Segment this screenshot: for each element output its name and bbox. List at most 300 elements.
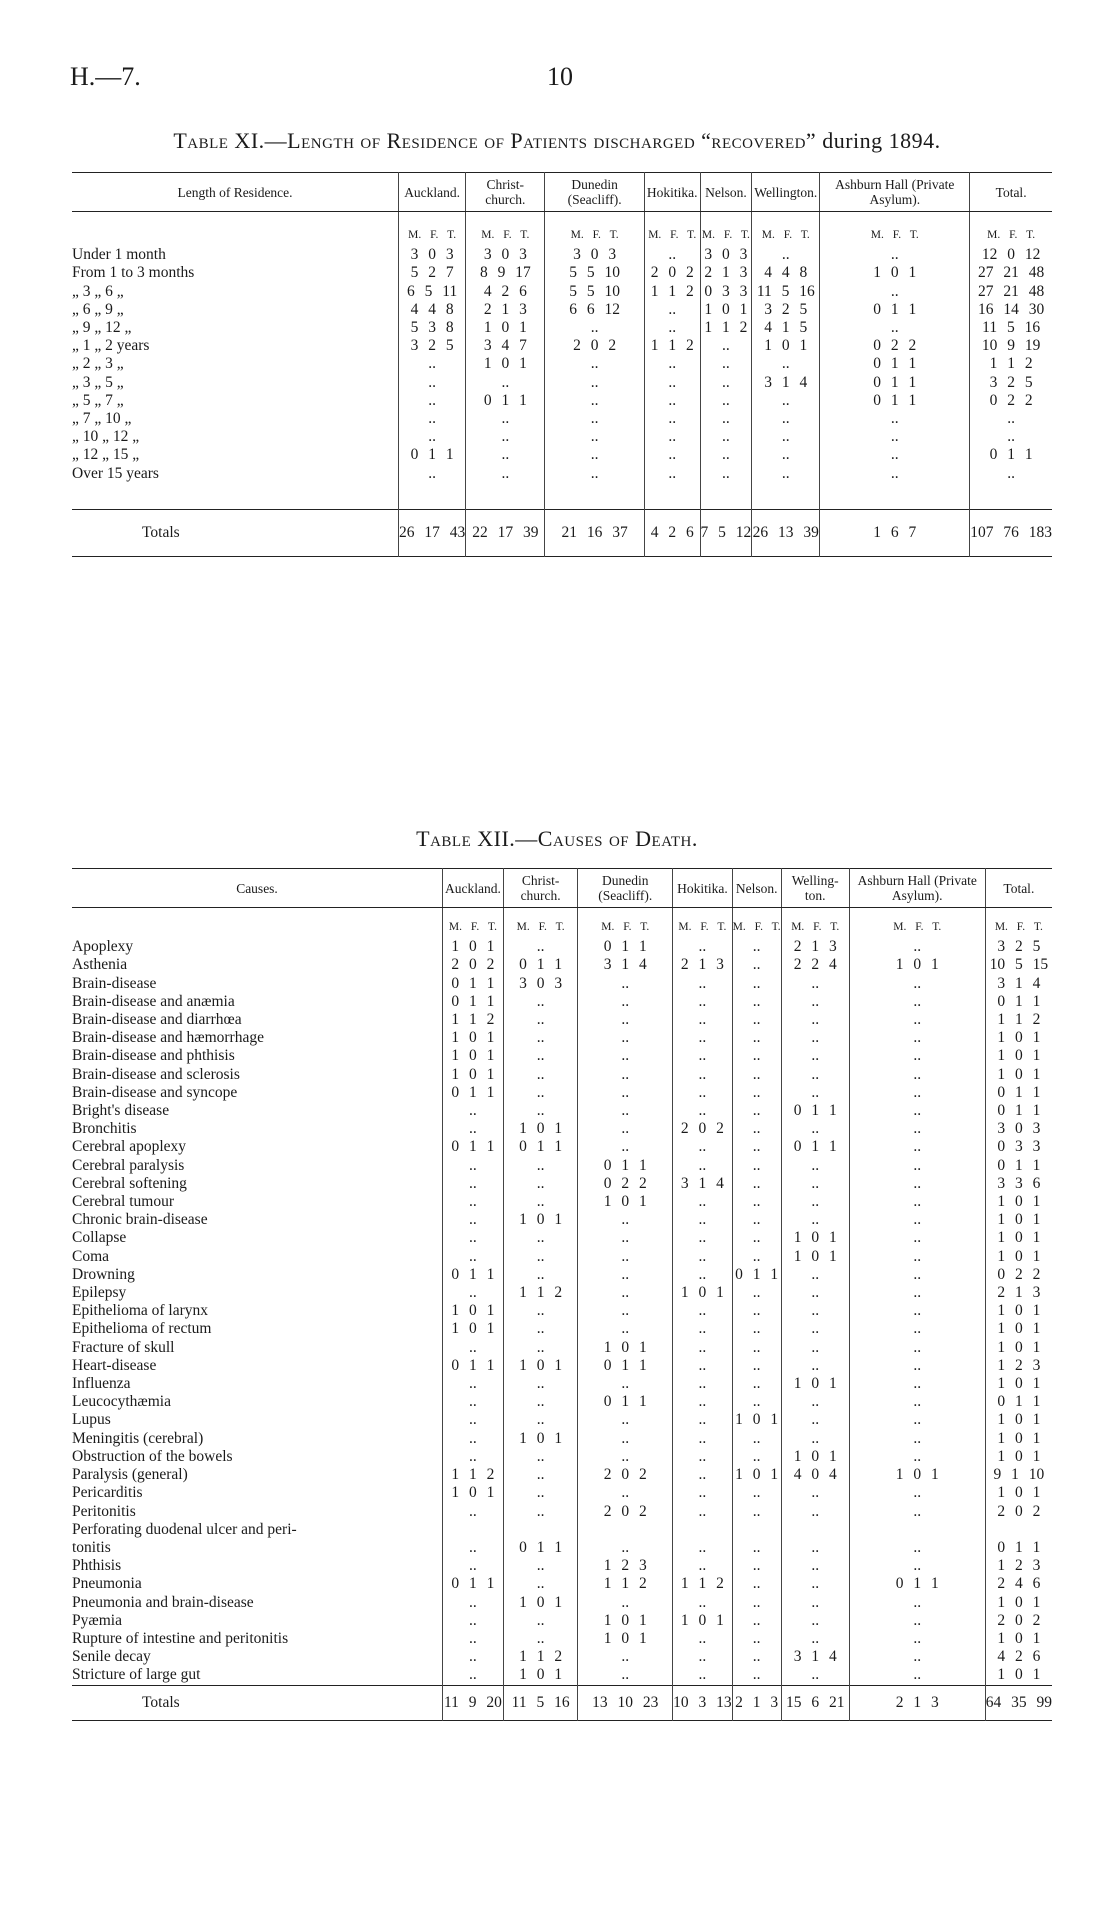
row-value: ..: [781, 1302, 849, 1320]
row-value: 27 21 48: [970, 264, 1052, 282]
table-row: [72, 1557, 1052, 1575]
table-row: [72, 1357, 1052, 1375]
table11-mft-label: M. F. T.: [970, 212, 1052, 247]
row-value: 1 0 1: [673, 1612, 733, 1630]
row-value: ..: [849, 1229, 985, 1247]
table-row: [72, 1393, 1052, 1411]
row-value: ..: [673, 1193, 733, 1211]
row-value: ..: [732, 1193, 781, 1211]
row-label: Heart-disease: [72, 1356, 157, 1374]
table11-spacer: [700, 483, 752, 510]
row-value: ..: [578, 1594, 673, 1612]
table-row: [72, 1266, 1052, 1284]
row-value: ..: [732, 1102, 781, 1120]
row-label: Brain-disease and hæmorrhage: [72, 1029, 264, 1047]
totals-value: 13 10 23: [578, 1685, 673, 1720]
row-value: ..: [752, 465, 820, 483]
row-value: 1 0 1: [985, 1193, 1052, 1211]
row-value: ..: [781, 1557, 849, 1575]
table-row: [72, 1411, 1052, 1429]
row-value: ..: [849, 1066, 985, 1084]
row-value: 3 1 4: [781, 1648, 849, 1666]
table-row: [72, 337, 1052, 355]
table11-spacer: [644, 483, 700, 510]
table12-title-prefix: Table XII.: [416, 826, 516, 851]
row-value: ..: [578, 1011, 673, 1029]
totals-value: 4 2 6: [644, 509, 700, 556]
row-value: ..: [820, 319, 970, 337]
row-value: ..: [443, 1503, 504, 1521]
row-value: 1 0 1: [985, 1411, 1052, 1429]
table-row: [72, 428, 1052, 446]
row-value: ..: [578, 1539, 673, 1557]
table11-header-col: Dunedin (Seacliff).: [545, 173, 645, 212]
row-value: ..: [849, 975, 985, 993]
row-value: ..: [503, 1248, 578, 1266]
row-value: 1 0 1: [781, 1375, 849, 1393]
row-value: ..: [849, 1393, 985, 1411]
row-value: ..: [503, 1084, 578, 1102]
row-value: 2 1 3: [673, 956, 733, 974]
table12-header-row: [72, 869, 1052, 908]
row-label: Brain-disease: [72, 974, 157, 992]
row-value: ..: [700, 410, 752, 428]
row-label: „ 7 „ 10 „: [72, 410, 132, 428]
row-label: Pyæmia: [72, 1611, 122, 1629]
row-value: ..: [781, 1430, 849, 1448]
table11-title-main: —Length of Residence of Patients discharged “recovered”: [264, 128, 817, 153]
row-value: ..: [443, 1229, 504, 1247]
table-row: [72, 465, 1052, 483]
table11-header-col: Hokitika.: [644, 173, 700, 212]
row-value: ..: [849, 1320, 985, 1338]
row-value: 27 21 48: [970, 283, 1052, 301]
totals-value: 1 6 7: [820, 509, 970, 556]
row-label: Over 15 years: [72, 464, 159, 482]
row-value: ..: [673, 1357, 733, 1375]
row-value: ..: [644, 465, 700, 483]
table-row: [72, 1339, 1052, 1357]
row-value: ..: [503, 993, 578, 1011]
table12-header-col: Dunedin (Seacliff).: [578, 869, 673, 908]
row-value: ..: [443, 1393, 504, 1411]
row-value: 0 1 1: [578, 1357, 673, 1375]
row-value: 4 4 8: [399, 301, 466, 319]
row-value: ..: [732, 1175, 781, 1193]
row-value: 0 1 1: [849, 1575, 985, 1593]
table11-title-suffix: during 1894.: [816, 128, 941, 153]
row-value: ..: [849, 1211, 985, 1229]
row-value: ..: [644, 355, 700, 373]
table-row: [72, 1029, 1052, 1047]
row-value: 3 2 5: [970, 374, 1052, 392]
row-value: ..: [503, 1157, 578, 1175]
row-value: ..: [503, 1575, 578, 1593]
row-label: Epithelioma of rectum: [72, 1320, 212, 1338]
row-value: ..: [700, 392, 752, 410]
row-value: ..: [443, 1539, 504, 1557]
table11-header-row: [72, 173, 1052, 212]
row-value: ..: [732, 1448, 781, 1466]
row-value: ..: [578, 1320, 673, 1338]
row-value: ..: [849, 1484, 985, 1502]
row-value: ..: [732, 938, 781, 956]
row-value: ..: [732, 1393, 781, 1411]
row-value: 5 2 7: [399, 264, 466, 282]
row-value: ..: [399, 428, 466, 446]
row-value: 0 1 1: [820, 374, 970, 392]
row-value: 1 0 1: [985, 1320, 1052, 1338]
row-value: ..: [673, 1630, 733, 1648]
row-value: ..: [545, 374, 645, 392]
table12-mft-label: M. F. T.: [985, 908, 1052, 939]
row-value: 2 0 2: [985, 1503, 1052, 1521]
row-value: ..: [673, 975, 733, 993]
row-value: 1 1 2: [443, 1011, 504, 1029]
table-row: [72, 1066, 1052, 1084]
row-value: 1 0 1: [443, 938, 504, 956]
page-number: 10: [547, 62, 573, 91]
row-value: 1 0 1: [503, 1120, 578, 1138]
row-value: ..: [732, 1302, 781, 1320]
row-value: ..: [849, 1284, 985, 1302]
row-value: ..: [673, 1302, 733, 1320]
row-value: 0 1 1: [503, 1138, 578, 1156]
table-row: [72, 975, 1052, 993]
table-row: [72, 1503, 1052, 1521]
table-row: [72, 283, 1052, 301]
table-row: [72, 1630, 1052, 1648]
row-value: 1 0 1: [820, 264, 970, 282]
table-row: [72, 1084, 1052, 1102]
row-label: Brain-disease and diarrhœa: [72, 1011, 242, 1029]
row-value: ..: [673, 1011, 733, 1029]
table12-header-col: Ashburn Hall (Private Asylum).: [849, 869, 985, 908]
row-value: 1 0 1: [985, 1594, 1052, 1612]
row-value: ..: [673, 993, 733, 1011]
row-value: 3 2 5: [752, 301, 820, 319]
row-value: 1 0 1: [578, 1612, 673, 1630]
row-value: ..: [399, 355, 466, 373]
row-value: ..: [752, 246, 820, 264]
row-value: ..: [781, 1357, 849, 1375]
row-value: ..: [503, 1175, 578, 1193]
row-value: ..: [673, 1648, 733, 1666]
row-value: ..: [732, 1630, 781, 1648]
totals-value: 64 35 99: [985, 1685, 1052, 1720]
row-value: 1 0 1: [985, 1066, 1052, 1084]
row-value: ..: [673, 1102, 733, 1120]
row-value: 1 0 1: [985, 1375, 1052, 1393]
row-label: Asthenia: [72, 956, 128, 974]
row-value: ..: [820, 465, 970, 483]
row-value: ..: [644, 446, 700, 464]
row-value: 2 0 2: [578, 1466, 673, 1484]
row-value: ..: [849, 1193, 985, 1211]
table-row: [72, 1612, 1052, 1630]
row-label: Peritonitis: [72, 1502, 136, 1520]
table12-title: [0, 826, 1114, 852]
table11-spacer: [752, 483, 820, 510]
row-value: [578, 1521, 673, 1539]
row-value: ..: [503, 1411, 578, 1429]
row-value: ..: [732, 1339, 781, 1357]
row-value: 1 0 1: [443, 1484, 504, 1502]
row-value: 1 0 1: [443, 1029, 504, 1047]
row-value: ..: [700, 446, 752, 464]
row-value: 3 0 3: [985, 1120, 1052, 1138]
row-value: ..: [673, 1339, 733, 1357]
row-value: 3 0 3: [399, 246, 466, 264]
row-value: 3 3 6: [985, 1175, 1052, 1193]
row-value: 1 0 1: [752, 337, 820, 355]
row-value: ..: [732, 1357, 781, 1375]
table12-header-col: Hokitika.: [673, 869, 733, 908]
row-value: ..: [443, 1248, 504, 1266]
row-value: 0 1 1: [732, 1266, 781, 1284]
row-label: Stricture of large gut: [72, 1666, 201, 1684]
row-value: 1 0 1: [985, 1047, 1052, 1065]
row-value: ..: [781, 1594, 849, 1612]
row-value: ..: [578, 1302, 673, 1320]
table-row: [72, 1175, 1052, 1193]
row-value: 0 1 1: [970, 446, 1052, 464]
row-label: Epithelioma of larynx: [72, 1302, 209, 1320]
row-value: ..: [503, 1339, 578, 1357]
row-value: ..: [820, 428, 970, 446]
row-value: ..: [849, 1302, 985, 1320]
row-value: ..: [732, 1375, 781, 1393]
row-value: 5 5 10: [545, 264, 645, 282]
table-row: [72, 1157, 1052, 1175]
row-value: 0 3 3: [985, 1138, 1052, 1156]
row-value: ..: [849, 1120, 985, 1138]
row-value: ..: [781, 1539, 849, 1557]
row-value: ..: [781, 1047, 849, 1065]
row-value: 1 0 1: [578, 1339, 673, 1357]
row-value: 1 1 2: [503, 1284, 578, 1302]
row-value: ..: [849, 1448, 985, 1466]
row-value: ..: [673, 1229, 733, 1247]
table12-mft-row: [72, 908, 1052, 939]
row-value: ..: [781, 1193, 849, 1211]
row-label: Leucocythæmia: [72, 1393, 171, 1411]
row-value: ..: [732, 1666, 781, 1685]
row-value: ..: [781, 1339, 849, 1357]
totals-value: 7 5 12: [700, 509, 752, 556]
row-value: ..: [443, 1157, 504, 1175]
row-value: ..: [781, 1120, 849, 1138]
row-value: ..: [443, 1193, 504, 1211]
row-value: ..: [545, 465, 645, 483]
row-value: 5 5 10: [545, 283, 645, 301]
row-value: 1 0 1: [732, 1411, 781, 1429]
row-value: 3 4 7: [466, 337, 545, 355]
row-value: ..: [503, 1047, 578, 1065]
table12-mft-label: M. F. T.: [578, 908, 673, 939]
row-value: ..: [673, 1503, 733, 1521]
row-value: ..: [752, 428, 820, 446]
row-value: ..: [443, 1102, 504, 1120]
table11-spacer: [466, 483, 545, 510]
row-value: ..: [503, 1375, 578, 1393]
row-value: 0 1 1: [578, 1157, 673, 1175]
row-value: ..: [732, 1284, 781, 1302]
row-value: ..: [820, 446, 970, 464]
row-label: Obstruction of the bowels: [72, 1447, 233, 1465]
row-label: „ 1 „ 2 years: [72, 337, 150, 355]
table-row: [72, 264, 1052, 282]
row-value: 3 0 3: [503, 975, 578, 993]
table-row: [72, 246, 1052, 264]
row-value: 1 0 1: [849, 956, 985, 974]
row-value: ..: [781, 1575, 849, 1593]
table-row: [72, 410, 1052, 428]
row-value: ..: [781, 1284, 849, 1302]
table-row: [72, 1521, 1052, 1539]
row-value: 4 1 5: [752, 319, 820, 337]
row-value: ..: [399, 392, 466, 410]
table-row: [72, 1375, 1052, 1393]
table-row: [72, 1138, 1052, 1156]
row-value: 3 1 4: [985, 975, 1052, 993]
row-value: ..: [732, 956, 781, 974]
row-value: 4 0 4: [781, 1466, 849, 1484]
row-value: ..: [503, 1630, 578, 1648]
row-value: 1 0 1: [985, 1448, 1052, 1466]
row-value: 5 3 8: [399, 319, 466, 337]
row-value: ..: [578, 1120, 673, 1138]
row-value: [849, 1521, 985, 1539]
row-label: Lupus: [72, 1411, 111, 1429]
row-value: 0 1 1: [985, 1102, 1052, 1120]
row-value: ..: [673, 1138, 733, 1156]
row-value: ..: [673, 1157, 733, 1175]
row-value: ..: [578, 1666, 673, 1685]
row-value: 4 4 8: [752, 264, 820, 282]
row-value: ..: [443, 1448, 504, 1466]
row-value: 1 0 1: [985, 1484, 1052, 1502]
table12-mft-label: M. F. T.: [503, 908, 578, 939]
row-value: 2 0 2: [578, 1503, 673, 1521]
row-value: 1 0 1: [985, 1630, 1052, 1648]
row-label: Apoplexy: [72, 938, 134, 956]
row-label: From 1 to 3 months: [72, 264, 195, 282]
row-value: ..: [849, 1047, 985, 1065]
row-value: 0 3 3: [700, 283, 752, 301]
row-value: 2 2 4: [781, 956, 849, 974]
row-label: Cerebral apoplexy: [72, 1138, 187, 1156]
row-value: ..: [849, 1339, 985, 1357]
row-value: [732, 1521, 781, 1539]
table11-mft-label: M. F. T.: [466, 212, 545, 247]
row-value: 3 0 3: [545, 246, 645, 264]
row-value: 0 2 2: [578, 1175, 673, 1193]
row-value: ..: [644, 301, 700, 319]
row-value: ..: [578, 1102, 673, 1120]
row-value: 0 1 1: [443, 1357, 504, 1375]
table12-header-col: Welling-ton.: [781, 869, 849, 908]
row-value: 1 0 1: [503, 1666, 578, 1685]
row-value: ..: [443, 1120, 504, 1138]
row-value: ..: [673, 1266, 733, 1284]
row-value: ..: [781, 993, 849, 1011]
row-value: ..: [732, 975, 781, 993]
row-value: 1 2 3: [985, 1557, 1052, 1575]
row-label: „ 5 „ 7 „: [72, 391, 124, 409]
length-of-residence-table: [72, 172, 1052, 557]
totals-value: 107 76 183: [970, 509, 1052, 556]
table11-spacer: [399, 483, 466, 510]
row-value: ..: [443, 1339, 504, 1357]
row-value: 11 5 16: [752, 283, 820, 301]
row-value: 9 1 10: [985, 1466, 1052, 1484]
row-value: ..: [752, 355, 820, 373]
table-row: [72, 1011, 1052, 1029]
row-value: 1 1 2: [644, 337, 700, 355]
row-value: ..: [781, 1612, 849, 1630]
row-value: ..: [673, 1484, 733, 1502]
row-value: ..: [700, 374, 752, 392]
row-value: ..: [673, 1393, 733, 1411]
row-value: 1 0 1: [985, 1211, 1052, 1229]
row-value: ..: [399, 410, 466, 428]
row-value: ..: [443, 1175, 504, 1193]
row-value: 2 0 2: [545, 337, 645, 355]
row-value: ..: [644, 428, 700, 446]
row-label: Brain-disease and anæmia: [72, 992, 235, 1010]
row-label: Coma: [72, 1247, 110, 1265]
row-value: ..: [849, 993, 985, 1011]
row-value: 3 0 3: [700, 246, 752, 264]
row-value: 0 1 1: [985, 1157, 1052, 1175]
row-value: [673, 1521, 733, 1539]
row-value: ..: [673, 1375, 733, 1393]
row-value: 3 1 4: [752, 374, 820, 392]
row-value: ..: [466, 410, 545, 428]
table11-header-col: Wellington.: [752, 173, 820, 212]
row-value: ..: [443, 1557, 504, 1575]
row-value: 0 1 1: [985, 1539, 1052, 1557]
row-value: ..: [820, 410, 970, 428]
table-row: [72, 1193, 1052, 1211]
table11-header-first: Length of Residence.: [72, 173, 399, 212]
row-value: ..: [503, 1484, 578, 1502]
row-value: 12 0 12: [970, 246, 1052, 264]
row-value: 1 0 1: [443, 1047, 504, 1065]
row-value: 10 9 19: [970, 337, 1052, 355]
row-value: ..: [443, 1666, 504, 1685]
row-value: ..: [443, 1630, 504, 1648]
row-value: ..: [732, 1430, 781, 1448]
row-value: ..: [781, 975, 849, 993]
row-value: 0 1 1: [399, 446, 466, 464]
table-row: [72, 993, 1052, 1011]
row-value: ..: [732, 1211, 781, 1229]
row-label: Chronic brain-disease: [72, 1211, 208, 1229]
row-value: 2 0 2: [985, 1612, 1052, 1630]
table12-header-first: Causes.: [72, 869, 443, 908]
row-value: ..: [970, 410, 1052, 428]
row-label: Influenza: [72, 1375, 131, 1393]
row-value: 0 2 2: [985, 1266, 1052, 1284]
row-value: ..: [673, 1411, 733, 1429]
row-value: ..: [503, 1266, 578, 1284]
row-value: ..: [781, 1175, 849, 1193]
row-value: 0 1 1: [443, 1266, 504, 1284]
row-value: 1 0 1: [985, 1248, 1052, 1266]
row-value: ..: [443, 1430, 504, 1448]
